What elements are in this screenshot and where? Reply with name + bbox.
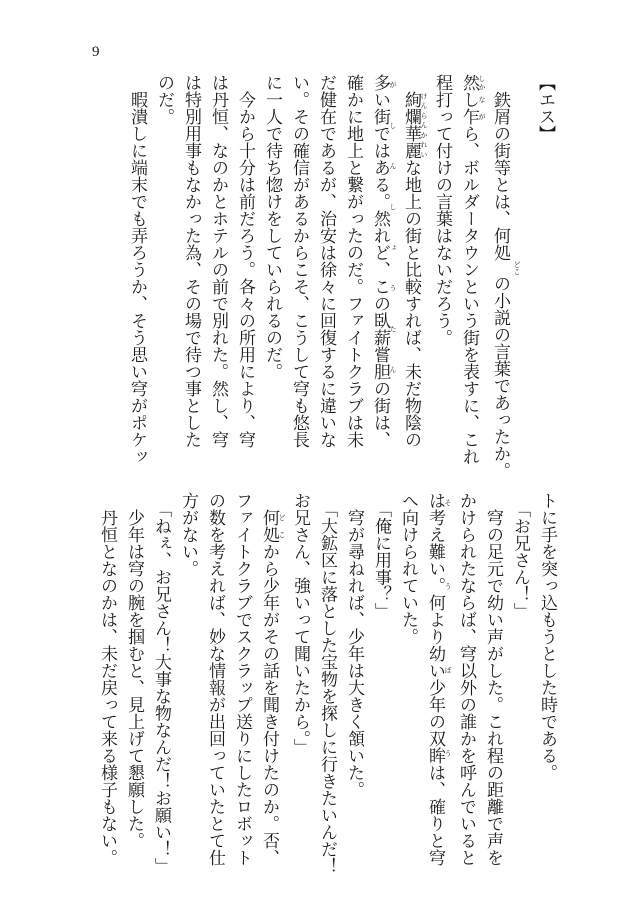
text-line: かけられたならば、穹以外の誰かを呼んでいると — [456, 492, 476, 866]
text-line: 「ねぇ、お兄さん！大事な物なんだ！お願い！」 — [151, 509, 171, 875]
text-line: 穹の足元で幼い声がした。これ程の距離で声を — [483, 509, 503, 866]
text-line: 少年は穹の腕を掴むと、見上げて懇願した。 — [124, 509, 144, 849]
text-line: の数を考えれば、妙な情報が出回っていたとて仕 — [205, 492, 225, 866]
text-line: 「俺に用事？」 — [371, 509, 391, 620]
text-line: 穹が尋ねれば、少年は大きく頷いた。 — [344, 509, 364, 798]
text-line: 暇潰しに端末でも弄ろうか、そう思い穹がポケッ — [127, 91, 147, 465]
text-line: 方がない。 — [178, 492, 198, 577]
text-line: ファイトクラブでスクラップ送りにしたロボット — [232, 492, 252, 866]
text-line: のだ。 — [154, 74, 174, 125]
chapter-heading: 【エス】 — [535, 74, 555, 142]
text-line: は考え難い。何より幼い少年の双眸 そうぼうは、確りと穹 — [425, 492, 452, 866]
text-line: 然 しかし乍 ながら、ボルダータウンという街を表すに、これ — [459, 74, 486, 465]
text-line: 確かに地上と繋がったのだ。ファイトクラブは未 — [343, 74, 363, 448]
text-line: 鉄屑の街等とは、何処どこの小説の言葉であったか。 — [490, 91, 521, 479]
text-line: へ向けられていた。 — [398, 492, 418, 645]
text-line: お兄さん、強いって聞いたから。」 — [290, 492, 310, 756]
text-line: 絢爛華麗 けんらんかれいな地上の街と比較すれば、未だ物陰の — [401, 91, 428, 448]
text-line: トに手を突っ込もうとした時である。 — [537, 492, 557, 781]
text-line: 今から十分は前だろう。各々の所用により、穹 — [235, 91, 255, 448]
text-line: 多い街ではある。然れど、この臥薪嘗胆 がしんしょうたんの街は、 — [370, 74, 397, 448]
text-line: 丹恒となのかは、未だ戻って来る様子もない。 — [97, 509, 117, 866]
text-line: に一人で待ち惚けをしていられるのだ。 — [262, 74, 282, 380]
text-line: 程打って付けの言葉はないだろう。 — [432, 74, 452, 346]
text-line: 何処 どこから少年がその話を聞き付けたのか。否、 — [259, 509, 286, 866]
lower-text-block — [93, 492, 560, 875]
text-line: は特別用事もなかった為、その場で待つ事とした — [181, 74, 201, 448]
text-line: 「お兄さん！」 — [510, 509, 530, 620]
upper-text-block — [123, 74, 558, 479]
text-line: は丹恒、なのかとホテルの前で別れた。然し、穹 — [208, 74, 228, 448]
text-line: だ健在であるが、治安は徐々に回復するに違いな — [316, 74, 336, 448]
text-line: 「大鉱区に落とした宝物を探しに行きたいんだ！ — [317, 509, 337, 875]
text-line: い。その確信があるからこそ、こうして穹も悠長 — [289, 74, 309, 448]
page-number: 9 — [92, 44, 100, 60]
